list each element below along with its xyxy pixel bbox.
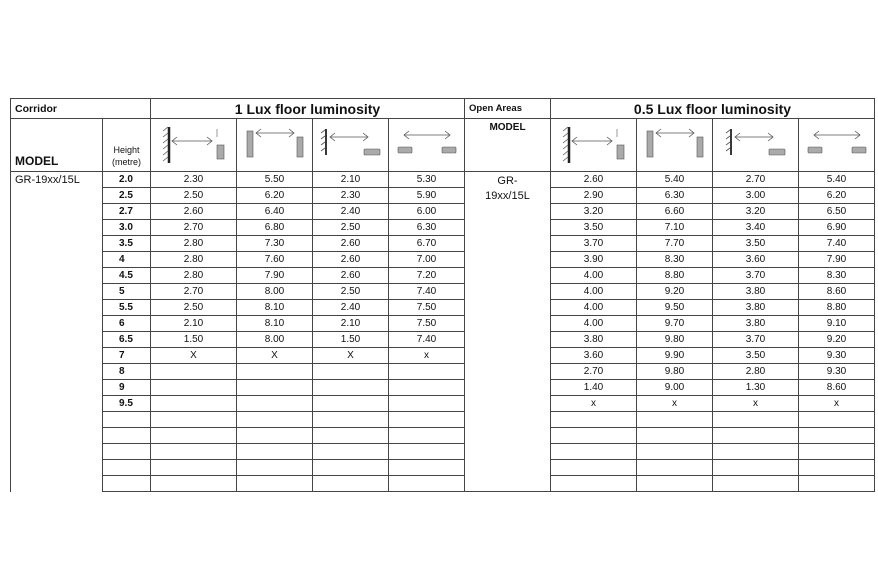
corridor-value-cell (237, 476, 313, 492)
height-cell: 4 (103, 252, 151, 268)
wall-to-wall-icon (559, 123, 629, 167)
corridor-value-cell: 2.40 (313, 204, 389, 220)
open-areas-fixture-to-fixture-icon (637, 119, 713, 172)
open-areas-value-cell: 1.40 (551, 380, 637, 396)
open-areas-value-cell: x (637, 396, 713, 412)
open-areas-value-cell: x (799, 396, 875, 412)
table-row (11, 252, 875, 268)
open-areas-value-cell: 3.50 (713, 348, 799, 364)
wall-to-wall-icon (159, 123, 229, 167)
height-cell: 5 (103, 284, 151, 300)
corridor-value-cell: 2.10 (313, 172, 389, 188)
open-areas-value-cell: 3.80 (713, 284, 799, 300)
open-areas-value-cell (551, 428, 637, 444)
table-row (11, 172, 875, 188)
open-areas-value-cell: 9.70 (637, 316, 713, 332)
corridor-value-cell (313, 396, 389, 412)
corridor-value-cell (151, 396, 237, 412)
height-cell (103, 444, 151, 460)
height-label: Height (113, 145, 140, 155)
corridor-value-cell: 2.50 (313, 220, 389, 236)
height-cell: 5.5 (103, 300, 151, 316)
corridor-value-cell: X (313, 348, 389, 364)
corridor-value-cell (389, 428, 465, 444)
corridor-value-cell: 7.40 (389, 332, 465, 348)
corridor-value-cell (151, 428, 237, 444)
open-areas-value-cell: 3.00 (713, 188, 799, 204)
wall-to-floor-icon (723, 123, 789, 167)
corridor-value-cell: 7.00 (389, 252, 465, 268)
open-areas-value-cell: 9.00 (637, 380, 713, 396)
open-areas-value-cell: 4.00 (551, 284, 637, 300)
open-areas-value-cell: 7.70 (637, 236, 713, 252)
height-cell (103, 460, 151, 476)
table-row (11, 300, 875, 316)
open-areas-value-cell: 9.80 (637, 332, 713, 348)
floor-to-floor-icon (804, 123, 870, 167)
table-row (11, 460, 875, 476)
open-areas-value-cell: 9.80 (637, 364, 713, 380)
open-areas-value-cell: 5.40 (637, 172, 713, 188)
corridor-value-cell (151, 460, 237, 476)
corridor-value-cell (313, 476, 389, 492)
open-areas-value-cell (799, 428, 875, 444)
corridor-value-cell: 8.10 (237, 300, 313, 316)
height-cell: 4.5 (103, 268, 151, 284)
corridor-value-cell: 6.80 (237, 220, 313, 236)
corridor-value-cell: 2.60 (151, 204, 237, 220)
corridor-value-cell: 5.90 (389, 188, 465, 204)
corridor-value-cell: 2.10 (151, 316, 237, 332)
corridor-value-cell: 6.40 (237, 204, 313, 220)
corridor-value-cell: 2.30 (151, 172, 237, 188)
corridor-value-cell (237, 428, 313, 444)
table-row (11, 380, 875, 396)
open-areas-value-cell: 7.10 (637, 220, 713, 236)
corridor-value-cell (389, 460, 465, 476)
wall-to-floor-icon (318, 123, 384, 167)
corridor-wall-to-wall-icon (151, 119, 237, 172)
corridor-value-cell: 7.40 (389, 284, 465, 300)
table-row (11, 204, 875, 220)
corridor-model-header: MODEL (11, 119, 103, 172)
corridor-value-cell (237, 396, 313, 412)
table-row (11, 364, 875, 380)
table-row (11, 428, 875, 444)
table-row (11, 188, 875, 204)
corridor-value-cell: 2.60 (313, 268, 389, 284)
table-row (11, 348, 875, 364)
open-areas-model-name (465, 172, 551, 492)
corridor-value-cell (237, 380, 313, 396)
open-areas-value-cell (551, 444, 637, 460)
height-cell: 6 (103, 316, 151, 332)
corridor-value-cell (389, 444, 465, 460)
corridor-value-cell (389, 412, 465, 428)
corridor-value-cell (151, 444, 237, 460)
open-areas-value-cell: 8.60 (799, 380, 875, 396)
corridor-value-cell (389, 476, 465, 492)
open-areas-value-cell: 2.60 (551, 172, 637, 188)
open-areas-value-cell: 6.90 (799, 220, 875, 236)
table-row (11, 316, 875, 332)
height-cell: 9 (103, 380, 151, 396)
open-areas-value-cell: 8.80 (799, 300, 875, 316)
corridor-value-cell (313, 444, 389, 460)
corridor-value-cell: 2.50 (313, 284, 389, 300)
open-areas-floor-to-floor-icon (799, 119, 875, 172)
open-areas-value-cell (799, 412, 875, 428)
height-cell: 3.0 (103, 220, 151, 236)
corridor-value-cell: 2.60 (313, 236, 389, 252)
corridor-value-cell (237, 460, 313, 476)
corridor-value-cell: 7.30 (237, 236, 313, 252)
open-areas-model-line1: GR- (497, 175, 518, 187)
corridor-value-cell: 7.60 (237, 252, 313, 268)
open-areas-model-header: MODEL (465, 119, 551, 172)
open-areas-value-cell (713, 444, 799, 460)
open-areas-value-cell: 2.70 (713, 172, 799, 188)
open-areas-model-line2: 19xx/15L (485, 190, 530, 202)
open-areas-wall-to-wall-icon (551, 119, 637, 172)
table-row (11, 412, 875, 428)
open-areas-value-cell (713, 428, 799, 444)
open-areas-value-cell: 3.70 (713, 268, 799, 284)
corridor-value-cell: 7.50 (389, 300, 465, 316)
open-areas-value-cell: 3.60 (713, 252, 799, 268)
table-row (11, 268, 875, 284)
table-row (11, 220, 875, 236)
corridor-value-cell: 5.30 (389, 172, 465, 188)
corridor-value-cell: 2.80 (151, 236, 237, 252)
corridor-value-cell: 2.10 (313, 316, 389, 332)
corridor-value-cell (313, 364, 389, 380)
height-cell: 2.0 (103, 172, 151, 188)
open-areas-value-cell: 4.00 (551, 268, 637, 284)
height-cell: 8 (103, 364, 151, 380)
open-areas-value-cell: 8.30 (637, 252, 713, 268)
height-cell: 9.5 (103, 396, 151, 412)
corridor-value-cell (237, 444, 313, 460)
open-areas-value-cell: 6.50 (799, 204, 875, 220)
corridor-value-cell: 1.50 (151, 332, 237, 348)
height-header (103, 119, 151, 172)
open-areas-value-cell (551, 460, 637, 476)
open-areas-value-cell: 8.60 (799, 284, 875, 300)
table-row (11, 396, 875, 412)
open-areas-value-cell (637, 460, 713, 476)
open-areas-value-cell: 7.90 (799, 252, 875, 268)
corridor-title: 1 Lux floor luminosity (151, 99, 465, 119)
corridor-floor-to-floor-icon (389, 119, 465, 172)
corridor-value-cell (151, 364, 237, 380)
corridor-value-cell (313, 428, 389, 444)
open-areas-value-cell: 3.70 (713, 332, 799, 348)
corridor-value-cell (313, 380, 389, 396)
open-areas-value-cell: 3.80 (713, 316, 799, 332)
height-cell (103, 476, 151, 492)
corridor-value-cell: 2.30 (313, 188, 389, 204)
corridor-value-cell: 2.60 (313, 252, 389, 268)
open-areas-value-cell: 9.10 (799, 316, 875, 332)
open-areas-value-cell: 3.20 (713, 204, 799, 220)
open-areas-value-cell: 6.20 (799, 188, 875, 204)
height-cell: 2.7 (103, 204, 151, 220)
corridor-value-cell: 6.00 (389, 204, 465, 220)
open-areas-value-cell: 2.80 (713, 364, 799, 380)
corridor-value-cell (389, 364, 465, 380)
corridor-value-cell (313, 460, 389, 476)
open-areas-value-cell (713, 460, 799, 476)
luminosity-table (10, 98, 875, 492)
height-cell: 3.5 (103, 236, 151, 252)
height-cell (103, 412, 151, 428)
open-areas-value-cell: 2.90 (551, 188, 637, 204)
corridor-value-cell: 6.30 (389, 220, 465, 236)
corridor-value-cell (313, 412, 389, 428)
corridor-value-cell (151, 476, 237, 492)
corridor-value-cell: 7.50 (389, 316, 465, 332)
table-row (11, 236, 875, 252)
open-areas-value-cell (551, 476, 637, 492)
height-cell: 7 (103, 348, 151, 364)
open-areas-value-cell: 4.00 (551, 316, 637, 332)
corridor-value-cell (151, 380, 237, 396)
corridor-value-cell: 7.90 (237, 268, 313, 284)
height-unit: (metre) (112, 157, 141, 167)
table-row (11, 284, 875, 300)
open-areas-value-cell: 6.60 (637, 204, 713, 220)
open-areas-value-cell: 3.50 (551, 220, 637, 236)
corridor-value-cell: 2.40 (313, 300, 389, 316)
corridor-value-cell (389, 396, 465, 412)
corridor-value-cell (389, 380, 465, 396)
open-areas-value-cell: 3.60 (551, 348, 637, 364)
open-areas-value-cell: x (551, 396, 637, 412)
open-areas-value-cell: 3.50 (713, 236, 799, 252)
open-areas-value-cell: 3.90 (551, 252, 637, 268)
open-areas-value-cell: 8.30 (799, 268, 875, 284)
table-row (11, 476, 875, 492)
corridor-fixture-to-fixture-icon (237, 119, 313, 172)
corridor-value-cell: 2.70 (151, 284, 237, 300)
corridor-value-cell: 6.70 (389, 236, 465, 252)
open-areas-value-cell (713, 412, 799, 428)
open-areas-value-cell: 3.80 (713, 300, 799, 316)
open-areas-value-cell: 1.30 (713, 380, 799, 396)
open-areas-value-cell (799, 460, 875, 476)
open-areas-value-cell (551, 412, 637, 428)
corridor-wall-to-floor-icon (313, 119, 389, 172)
corridor-value-cell: 2.50 (151, 188, 237, 204)
table-row (11, 332, 875, 348)
open-areas-title: 0.5 Lux floor luminosity (551, 99, 875, 119)
open-areas-label: Open Areas (465, 99, 551, 119)
height-cell: 2.5 (103, 188, 151, 204)
open-areas-value-cell (637, 444, 713, 460)
corridor-value-cell: 7.20 (389, 268, 465, 284)
fixture-to-fixture-icon (643, 123, 707, 167)
corridor-value-cell: 1.50 (313, 332, 389, 348)
corridor-value-cell: 2.50 (151, 300, 237, 316)
open-areas-value-cell: 3.20 (551, 204, 637, 220)
open-areas-value-cell: 8.80 (637, 268, 713, 284)
corridor-value-cell: x (389, 348, 465, 364)
open-areas-value-cell (799, 444, 875, 460)
open-areas-value-cell: 3.40 (713, 220, 799, 236)
open-areas-value-cell: 3.70 (551, 236, 637, 252)
open-areas-value-cell (799, 476, 875, 492)
corridor-value-cell: 6.20 (237, 188, 313, 204)
open-areas-value-cell: 9.90 (637, 348, 713, 364)
open-areas-value-cell (637, 412, 713, 428)
table-row (11, 444, 875, 460)
corridor-value-cell: X (151, 348, 237, 364)
open-areas-value-cell: 7.40 (799, 236, 875, 252)
open-areas-value-cell (637, 476, 713, 492)
corridor-value-cell: X (237, 348, 313, 364)
height-cell (103, 428, 151, 444)
open-areas-wall-to-floor-icon (713, 119, 799, 172)
corridor-model-name: GR-19xx/15L (11, 172, 103, 492)
corridor-value-cell (237, 412, 313, 428)
open-areas-value-cell: 3.80 (551, 332, 637, 348)
corridor-value-cell: 2.80 (151, 268, 237, 284)
corridor-value-cell: 8.00 (237, 332, 313, 348)
open-areas-value-cell: 4.00 (551, 300, 637, 316)
open-areas-value-cell: 6.30 (637, 188, 713, 204)
corridor-value-cell: 2.80 (151, 252, 237, 268)
open-areas-value-cell: 9.20 (799, 332, 875, 348)
open-areas-value-cell (713, 476, 799, 492)
open-areas-value-cell: 9.20 (637, 284, 713, 300)
corridor-value-cell: 8.10 (237, 316, 313, 332)
fixture-to-fixture-icon (243, 123, 307, 167)
open-areas-value-cell (637, 428, 713, 444)
corridor-value-cell: 8.00 (237, 284, 313, 300)
open-areas-value-cell: 5.40 (799, 172, 875, 188)
open-areas-value-cell: 9.30 (799, 348, 875, 364)
corridor-label: Corridor (11, 99, 151, 119)
open-areas-value-cell: x (713, 396, 799, 412)
corridor-value-cell: 5.50 (237, 172, 313, 188)
open-areas-value-cell: 9.30 (799, 364, 875, 380)
open-areas-value-cell: 9.50 (637, 300, 713, 316)
open-areas-value-cell: 2.70 (551, 364, 637, 380)
corridor-value-cell (237, 364, 313, 380)
floor-to-floor-icon (394, 123, 460, 167)
corridor-value-cell: 2.70 (151, 220, 237, 236)
corridor-value-cell (151, 412, 237, 428)
height-cell: 6.5 (103, 332, 151, 348)
